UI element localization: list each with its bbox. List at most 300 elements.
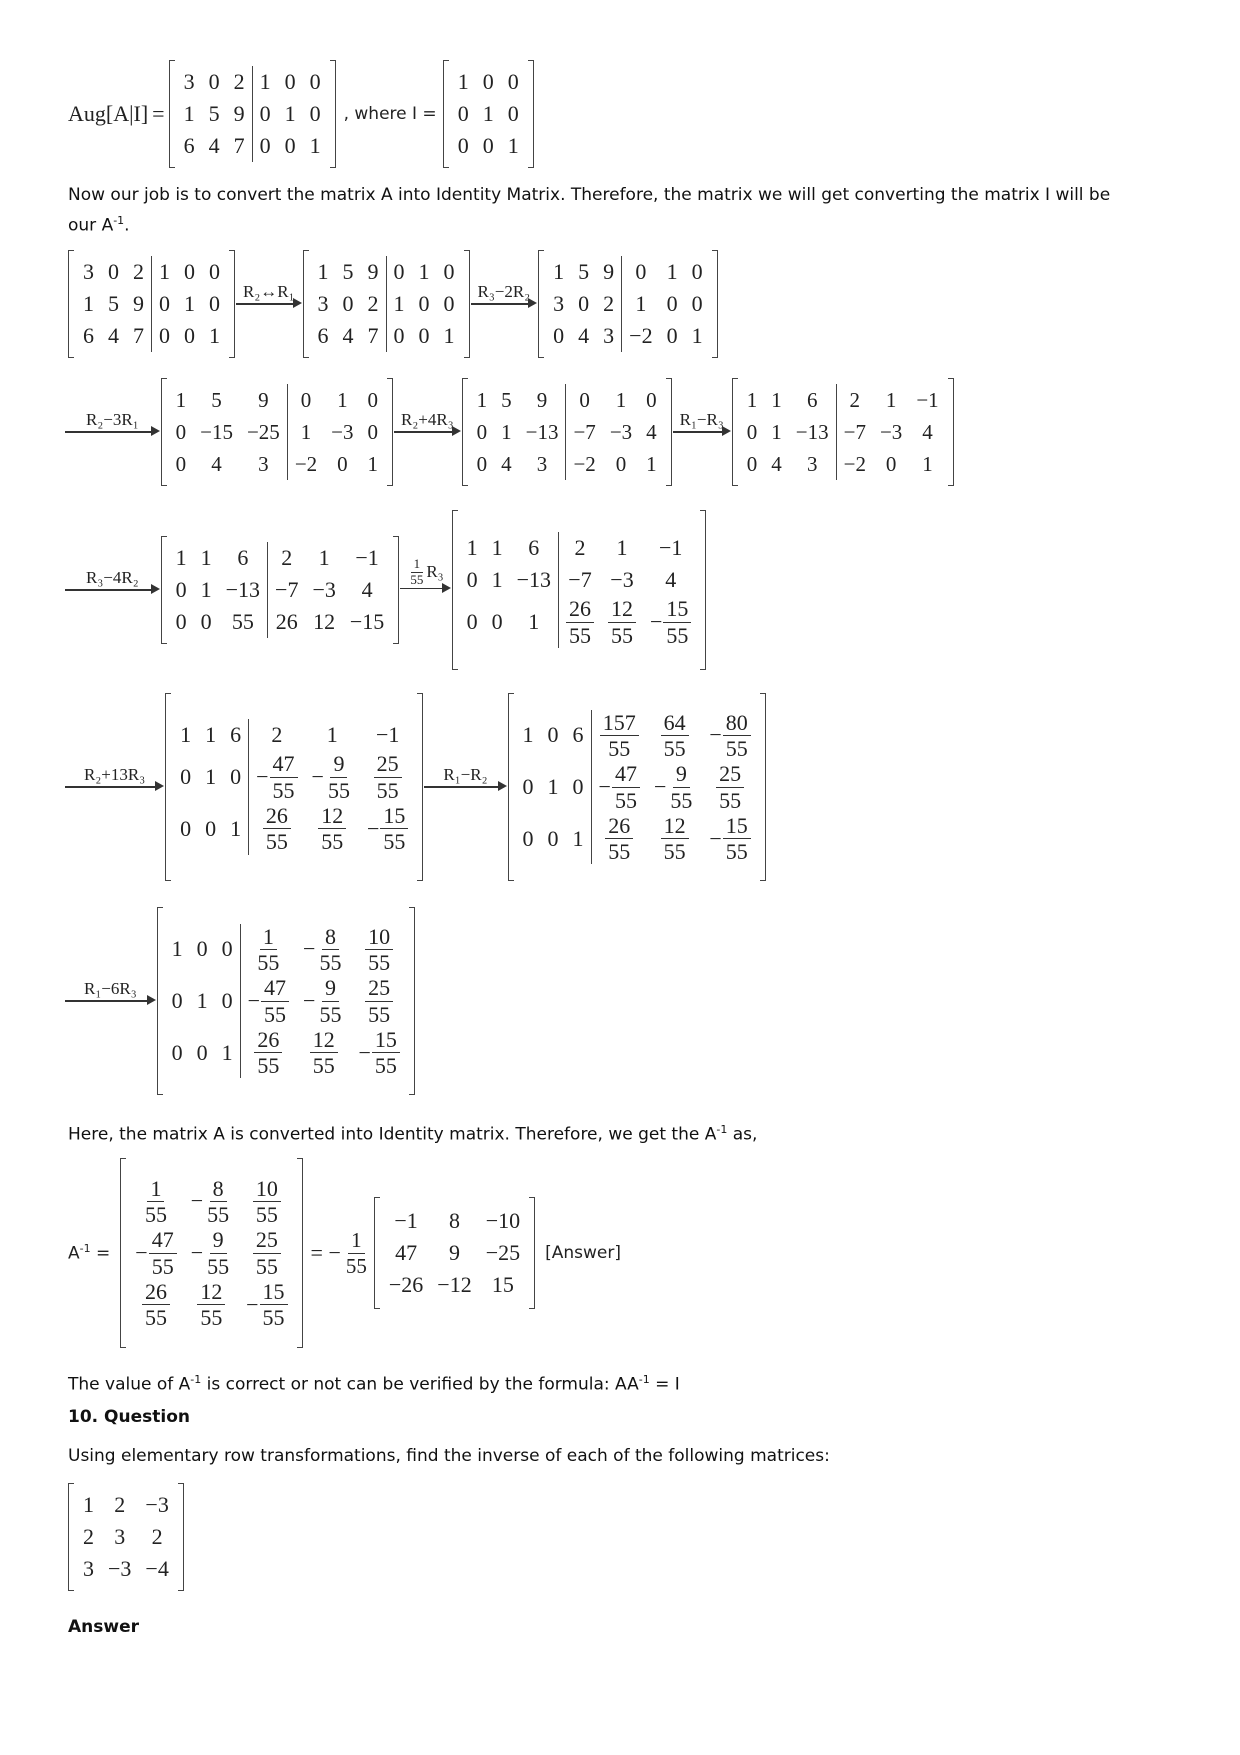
- matrix-cell: 1: [491, 567, 503, 593]
- matrix-cell: 0: [457, 101, 469, 126]
- matrix-cell: 1: [616, 535, 628, 561]
- matrix-cell: 6: [230, 722, 242, 748]
- matrix-cell: 9: [258, 388, 269, 412]
- matrix-cell: 0: [482, 133, 494, 158]
- matrix-cell: 1: [317, 259, 329, 284]
- matrix-cell: 0: [196, 1039, 208, 1065]
- row-op-label: R₁−6R₃: [84, 979, 137, 999]
- matrix-cell: 0: [578, 291, 590, 316]
- matrix-cell: 9: [536, 388, 548, 412]
- matrix-cell: 0: [287, 384, 324, 416]
- matrix-cell: 1: [528, 609, 540, 634]
- scale-factor-numerator: 1: [411, 557, 424, 573]
- matrix-cell: 0: [615, 452, 627, 476]
- matrix-cell: −25: [485, 1240, 521, 1265]
- matrix-cell: 1: [180, 722, 192, 748]
- matrix-cell: 1: [367, 452, 378, 476]
- matrix-cell: 4: [578, 323, 590, 348]
- matrix-cell: 3: [603, 323, 615, 348]
- matrix-cell: 0: [476, 420, 488, 444]
- matrix-cell: $\frac{25}{55}$: [351, 975, 406, 1027]
- scalar-coefficient: [343, 1228, 370, 1277]
- matrix-cell: − $\frac{47}{55}$: [249, 751, 305, 803]
- intro-paragraph: [68, 183, 1178, 239]
- matrix-cell: 0: [572, 774, 584, 799]
- matrix-cell: 0: [184, 323, 195, 348]
- matrix-cell: 1: [922, 452, 933, 476]
- row-op-label: R₂+4R₃: [401, 410, 454, 430]
- step-matrix-9: [508, 693, 766, 881]
- matrix-cell: 1: [666, 259, 678, 284]
- matrix-cell: 1: [507, 133, 519, 158]
- matrix-cell: 9: [233, 101, 245, 126]
- step-row-2: [68, 378, 954, 486]
- inverse-label: [68, 1242, 110, 1264]
- matrix-cell: $\frac{26}{55}$: [559, 596, 602, 648]
- matrix-cell: 4: [211, 452, 222, 476]
- matrix-cell: − $\frac{80}{55}$: [702, 710, 757, 762]
- matrix-cell: 0: [507, 69, 519, 94]
- matrix-cell: 0: [175, 420, 187, 444]
- row-op-label: R₁−R₃: [679, 410, 724, 430]
- matrix-cell: 2: [559, 532, 602, 564]
- matrix-cell: 0: [566, 384, 603, 416]
- matrix-cell: 0: [221, 936, 233, 962]
- matrix-cell: $\frac{10}{55}$: [239, 1176, 294, 1228]
- matrix-cell: 0: [309, 101, 321, 126]
- result-paragraph: [68, 1117, 757, 1148]
- matrix-cell: −7: [836, 416, 873, 448]
- matrix-cell: 6: [806, 388, 818, 412]
- result-text: Here, the matrix A is converted into Identity matrix. Therefore, we get the A: [68, 1124, 717, 1145]
- matrix-cell: 1: [205, 722, 217, 748]
- matrix-cell: −7: [559, 564, 602, 596]
- matrix-cell: 0: [482, 69, 494, 94]
- matrix-cell: 0: [507, 101, 519, 126]
- matrix-cell: $\frac{12}{55}$: [647, 813, 702, 865]
- answer-tag: [Answer]: [545, 1243, 622, 1263]
- matrix-cell: −12: [437, 1272, 472, 1297]
- matrix-cell: − $\frac{47}{55}$: [591, 761, 647, 813]
- matrix-cell: 26: [268, 606, 306, 638]
- question-heading: 10. Question: [68, 1407, 190, 1427]
- matrix-cell: 9: [448, 1240, 460, 1265]
- matrix-cell: 0: [284, 133, 296, 158]
- matrix-cell: 2: [367, 291, 379, 316]
- verify-text-end: = I: [649, 1374, 680, 1395]
- matrix-cell: 5: [578, 259, 590, 284]
- matrix-cell: −4: [145, 1556, 169, 1581]
- matrix-cell: 0: [284, 69, 296, 94]
- matrix-cell: 1: [83, 291, 94, 316]
- matrix-cell: −3: [609, 420, 633, 444]
- matrix-cell: 5: [501, 388, 512, 412]
- matrix-cell: 1: [318, 545, 330, 570]
- matrix-cell: 5: [342, 259, 354, 284]
- matrix-cell: 7: [133, 323, 144, 348]
- matrix-cell: 1: [205, 764, 217, 790]
- inverse-label-eq: =: [90, 1243, 111, 1264]
- matrix-cell: 1: [175, 545, 187, 570]
- matrix-cell: 4: [342, 323, 354, 348]
- matrix-cell: 1: [252, 66, 278, 98]
- row-op-arrow-8: [68, 764, 161, 810]
- matrix-cell: $\frac{157}{55}$: [591, 710, 647, 762]
- matrix-cell: 6: [237, 545, 249, 570]
- matrix-cell: 1: [691, 323, 703, 348]
- matrix-cell: 0: [691, 291, 703, 316]
- matrix-cell: 1: [501, 420, 512, 444]
- matrix-cell: − $\frac{15}{55}$: [643, 596, 698, 648]
- matrix-cell: 0: [691, 259, 703, 284]
- matrix-cell: 4: [501, 452, 512, 476]
- matrix-cell: 4: [922, 420, 933, 444]
- matrix-cell: 7: [233, 133, 245, 158]
- step-matrix-0: [68, 250, 235, 358]
- matrix-cell: 1: [482, 101, 494, 126]
- step-matrix-8: [165, 693, 423, 881]
- matrix-cell: −1: [394, 1208, 418, 1233]
- inverse-fraction-matrix: [120, 1158, 302, 1348]
- matrix-cell: 0: [553, 323, 565, 348]
- matrix-cell: 0: [443, 291, 455, 316]
- result-text-end: as,: [727, 1124, 758, 1145]
- matrix-cell: 2: [603, 291, 615, 316]
- matrix-cell: 1: [615, 388, 627, 412]
- step-matrix-6: [161, 536, 400, 644]
- row-op-arrow-4: [397, 409, 458, 455]
- matrix-cell: 0: [522, 825, 534, 851]
- matrix-cell: 0: [666, 291, 678, 316]
- matrix-cell: 0: [547, 722, 559, 748]
- matrix-cell: 2: [83, 1524, 94, 1549]
- row-op-label: R₃−2R₂: [477, 282, 531, 302]
- matrix-cell: 9: [367, 259, 379, 284]
- matrix-cell: 0: [443, 259, 455, 284]
- question-text: Using elementary row transformations, find the inverse of each of the following matrices:: [68, 1446, 830, 1466]
- matrix-cell: 12: [313, 609, 336, 634]
- matrix-cell: −2: [287, 448, 324, 480]
- matrix-cell: − $\frac{47}{55}$: [128, 1227, 183, 1279]
- matrix-cell: 0: [418, 323, 430, 348]
- matrix-cell: 3: [83, 1556, 94, 1581]
- matrix-cell: 0: [386, 256, 412, 288]
- step-row-4: [68, 693, 766, 881]
- matrix-cell: − $\frac{9}{55}$: [190, 1227, 230, 1279]
- step-matrix-1: [303, 250, 470, 358]
- matrix-cell: 1: [183, 101, 195, 126]
- intro-line-1: Now our job is to convert the matrix A into Identity Matrix. Therefore, the matrix we will get converting the matrix I will be: [68, 185, 1111, 205]
- matrix-cell: 4: [665, 567, 677, 593]
- matrix-cell: 1: [418, 259, 430, 284]
- matrix-cell: 6: [317, 323, 329, 348]
- step-row-1: [68, 250, 718, 358]
- inverse-equation: [68, 1158, 621, 1348]
- matrix-cell: 1: [209, 323, 220, 348]
- matrix-cell: 5: [208, 101, 220, 126]
- matrix-cell: 0: [476, 452, 488, 476]
- matrix-cell: −2: [566, 448, 603, 480]
- answer-heading: Answer: [68, 1617, 139, 1637]
- matrix-cell: 1: [443, 323, 455, 348]
- step-matrix-2: [538, 250, 717, 358]
- matrix-cell: −13: [516, 567, 551, 593]
- matrix-cell: 1: [547, 774, 559, 799]
- matrix-cell: $\frac{26}{55}$: [591, 813, 647, 865]
- step-matrix-4: [462, 378, 672, 486]
- matrix-cell: 0: [171, 1039, 183, 1065]
- inverse-label-sup: -1: [79, 1242, 91, 1256]
- matrix-cell: 1: [175, 388, 187, 412]
- matrix-cell: 6: [528, 535, 540, 561]
- matrix-cell: − $\frac{9}{55}$: [303, 975, 342, 1027]
- inverse-label-a: A: [68, 1243, 80, 1264]
- matrix-cell: 3: [114, 1524, 126, 1549]
- where-label: , where I =: [343, 104, 437, 124]
- matrix-cell: 0: [230, 764, 242, 790]
- equals-minus: = −: [310, 1240, 341, 1265]
- matrix-cell: − $\frac{15}{55}$: [702, 813, 757, 865]
- verify-text: The value of A: [68, 1374, 191, 1395]
- matrix-cell: 1: [152, 256, 178, 288]
- matrix-cell: 2: [268, 542, 306, 574]
- matrix-cell: 3: [317, 291, 329, 316]
- matrix-cell: 0: [175, 609, 187, 634]
- matrix-cell: 9: [603, 259, 615, 284]
- matrix-cell: $\frac{1}{55}$: [240, 924, 296, 976]
- matrix-cell: 2: [114, 1492, 126, 1517]
- matrix-cell: $\frac{12}{55}$: [601, 596, 643, 648]
- matrix-cell: 1: [771, 388, 782, 412]
- matrix-cell: −7: [566, 416, 603, 448]
- matrix-cell: 2: [836, 384, 873, 416]
- matrix-cell: 1: [171, 936, 183, 962]
- matrix-cell: 0: [180, 764, 192, 790]
- matrix-cell: 0: [342, 291, 354, 316]
- matrix-cell: 6: [572, 722, 584, 748]
- matrix-cell: 0: [175, 577, 187, 602]
- matrix-cell: 0: [367, 420, 378, 444]
- matrix-cell: $\frac{64}{55}$: [647, 710, 702, 762]
- matrix-cell: −1: [659, 535, 683, 561]
- row-op-label: R₂↔R₁: [243, 282, 295, 302]
- matrix-cell: −3: [108, 1556, 132, 1581]
- matrix-cell: 0: [309, 69, 321, 94]
- matrix-cell: − $\frac{8}{55}$: [190, 1175, 230, 1227]
- row-op-arrow-9: [427, 764, 503, 810]
- matrix-cell: 1: [457, 69, 469, 94]
- row-op-label: R₂−3R₁: [86, 410, 139, 430]
- matrix-cell: −1: [355, 545, 379, 570]
- matrix-cell: 0: [418, 291, 430, 316]
- matrix-cell: 2: [249, 719, 305, 751]
- row-op-arrow-1: [239, 281, 299, 327]
- matrix-cell: 1: [309, 133, 321, 158]
- matrix-cell: 0: [196, 936, 208, 962]
- matrix-cell: 0: [885, 452, 897, 476]
- matrix-cell: 0: [522, 774, 534, 799]
- matrix-cell: 3: [183, 69, 195, 94]
- matrix-cell: −1: [916, 388, 939, 412]
- matrix-cell: −3: [879, 420, 903, 444]
- matrix-cell: $\frac{26}{55}$: [240, 1027, 296, 1079]
- inverse-integer-matrix: [374, 1197, 535, 1309]
- matrix-cell: 2: [151, 1524, 163, 1549]
- step-row-5: [68, 907, 415, 1095]
- matrix-cell: 3: [536, 452, 548, 476]
- scale-row-label: R₃: [426, 562, 444, 582]
- matrix-cell: 1: [200, 577, 212, 602]
- step-matrix-10: [157, 907, 415, 1095]
- matrix-cell: $\frac{12}{55}$: [184, 1279, 239, 1331]
- matrix-cell: 1: [646, 452, 657, 476]
- coef-denominator: 55: [345, 1253, 367, 1278]
- matrix-cell: 1: [230, 815, 242, 841]
- matrix-cell: 0: [152, 288, 178, 320]
- matrix-cell: 1: [572, 825, 584, 851]
- matrix-cell: $\frac{12}{55}$: [305, 803, 360, 855]
- question-matrix-block: [68, 1483, 184, 1591]
- matrix-cell: 55: [231, 609, 254, 634]
- matrix-cell: −3: [331, 420, 354, 444]
- matrix-cell: 0: [367, 388, 378, 412]
- step-matrix-5: [732, 378, 954, 486]
- matrix-cell: 0: [152, 320, 178, 352]
- matrix-cell: −3: [145, 1492, 169, 1517]
- matrix-cell: 6: [183, 133, 195, 158]
- identity-matrix: [443, 60, 534, 168]
- matrix-cell: 15: [491, 1272, 514, 1297]
- matrix-cell: −15: [349, 609, 385, 634]
- matrix-cell: 0: [180, 815, 192, 841]
- intro-line-2: our A: [68, 215, 114, 236]
- matrix-cell: 0: [457, 133, 469, 158]
- matrix-cell: $\frac{25}{55}$: [360, 751, 415, 803]
- matrix-cell: 0: [221, 988, 233, 1013]
- verify-sup-2: -1: [638, 1373, 650, 1386]
- row-op-arrow-2: [474, 281, 535, 327]
- matrix-cell: $\frac{1}{55}$: [144, 1175, 167, 1227]
- matrix-cell: −26: [388, 1272, 424, 1297]
- matrix-cell: 4: [108, 323, 119, 348]
- matrix-cell: −25: [246, 420, 280, 444]
- matrix-cell: 1: [771, 420, 782, 444]
- matrix-cell: 1: [885, 388, 897, 412]
- matrix-cell: 1: [184, 291, 195, 316]
- matrix-cell: 4: [771, 452, 782, 476]
- matrix-cell: 0: [386, 320, 412, 352]
- matrix-cell: −13: [525, 420, 559, 444]
- matrix-cell: 0: [646, 388, 657, 412]
- matrix-cell: 1: [287, 416, 324, 448]
- matrix-cell: 0: [184, 259, 195, 284]
- matrix-cell: 1: [83, 1492, 94, 1517]
- matrix-cell: 6: [83, 323, 94, 348]
- matrix-cell: $\frac{25}{55}$: [702, 761, 757, 813]
- verify-sup-1: -1: [190, 1373, 202, 1386]
- matrix-cell: 1: [476, 388, 488, 412]
- matrix-cell: 2: [233, 69, 245, 94]
- step-matrix-3: [161, 378, 393, 486]
- matrix-cell: 1: [491, 535, 503, 561]
- matrix-cell: 3: [806, 452, 818, 476]
- matrix-cell: 1: [200, 545, 212, 570]
- matrix-cell: −10: [485, 1208, 521, 1233]
- matrix-cell: 0: [108, 259, 119, 284]
- matrix-cell: $\frac{25}{55}$: [239, 1227, 294, 1279]
- matrix-cell: 1: [196, 988, 208, 1013]
- row-op-arrow-10: [68, 978, 153, 1024]
- row-op-label: R₃−4R₂: [86, 568, 139, 588]
- matrix-cell: $\frac{10}{55}$: [351, 924, 406, 976]
- matrix-cell: 0: [252, 98, 278, 130]
- matrix-cell: 0: [666, 323, 678, 348]
- matrix-cell: −2: [622, 320, 660, 352]
- matrix-cell: −3: [312, 577, 336, 602]
- row-op-arrow-5: [676, 409, 728, 455]
- matrix-cell: $\frac{26}{55}$: [249, 803, 305, 855]
- matrix-cell: 0: [175, 452, 187, 476]
- row-op-arrow-6: [68, 567, 157, 613]
- matrix-cell: $\frac{12}{55}$: [296, 1027, 351, 1079]
- intro-line-2-end: .: [124, 215, 130, 236]
- matrix-cell: −7: [268, 574, 306, 606]
- coef-numerator: 1: [348, 1228, 365, 1253]
- matrix-cell: 0: [547, 825, 559, 851]
- aug-label: Aug[A|I]: [68, 101, 149, 126]
- row-op-arrow-7: [403, 557, 447, 623]
- matrix-cell: 0: [491, 609, 503, 634]
- matrix-cell: 1: [746, 388, 758, 412]
- question-matrix: [68, 1483, 184, 1591]
- matrix-cell: 1: [553, 259, 565, 284]
- matrix-cell: − $\frac{15}{55}$: [239, 1279, 294, 1331]
- matrix-cell: 9: [133, 291, 144, 316]
- scale-factor-denominator: 55: [410, 571, 424, 587]
- matrix-cell: 0: [466, 567, 478, 593]
- matrix-cell: 4: [646, 420, 657, 444]
- matrix-cell: 2: [133, 259, 144, 284]
- matrix-cell: 1: [337, 388, 348, 412]
- step-matrix-7: [452, 510, 707, 670]
- matrix-cell: 5: [211, 388, 222, 412]
- matrix-cell: 8: [448, 1208, 460, 1233]
- matrix-cell: 1: [522, 722, 534, 748]
- matrix-cell: 1: [622, 288, 660, 320]
- row-op-arrow-3: [68, 409, 157, 455]
- matrix-cell: 0: [337, 452, 348, 476]
- matrix-cell: 0: [746, 420, 758, 444]
- matrix-cell: 0: [171, 988, 183, 1013]
- matrix-cell: − $\frac{9}{55}$: [653, 761, 693, 813]
- inverse-superscript: -1: [716, 1123, 728, 1136]
- verify-text-mid: is correct or not can be verified by the formula: AA: [201, 1374, 639, 1395]
- matrix-cell: 0: [252, 130, 278, 162]
- aug-matrix: [169, 60, 336, 168]
- matrix-cell: 0: [622, 256, 660, 288]
- step-row-3: [68, 510, 706, 670]
- matrix-cell: 1: [284, 101, 296, 126]
- matrix-cell: − $\frac{15}{55}$: [351, 1027, 406, 1079]
- verify-paragraph: [68, 1367, 680, 1398]
- matrix-cell: −13: [795, 420, 829, 444]
- matrix-cell: 1: [466, 535, 478, 561]
- matrix-cell: 0: [200, 609, 212, 634]
- matrix-cell: − $\frac{15}{55}$: [360, 803, 415, 855]
- matrix-cell: 3: [258, 452, 269, 476]
- matrix-cell: 0: [746, 452, 758, 476]
- matrix-cell: 4: [208, 133, 220, 158]
